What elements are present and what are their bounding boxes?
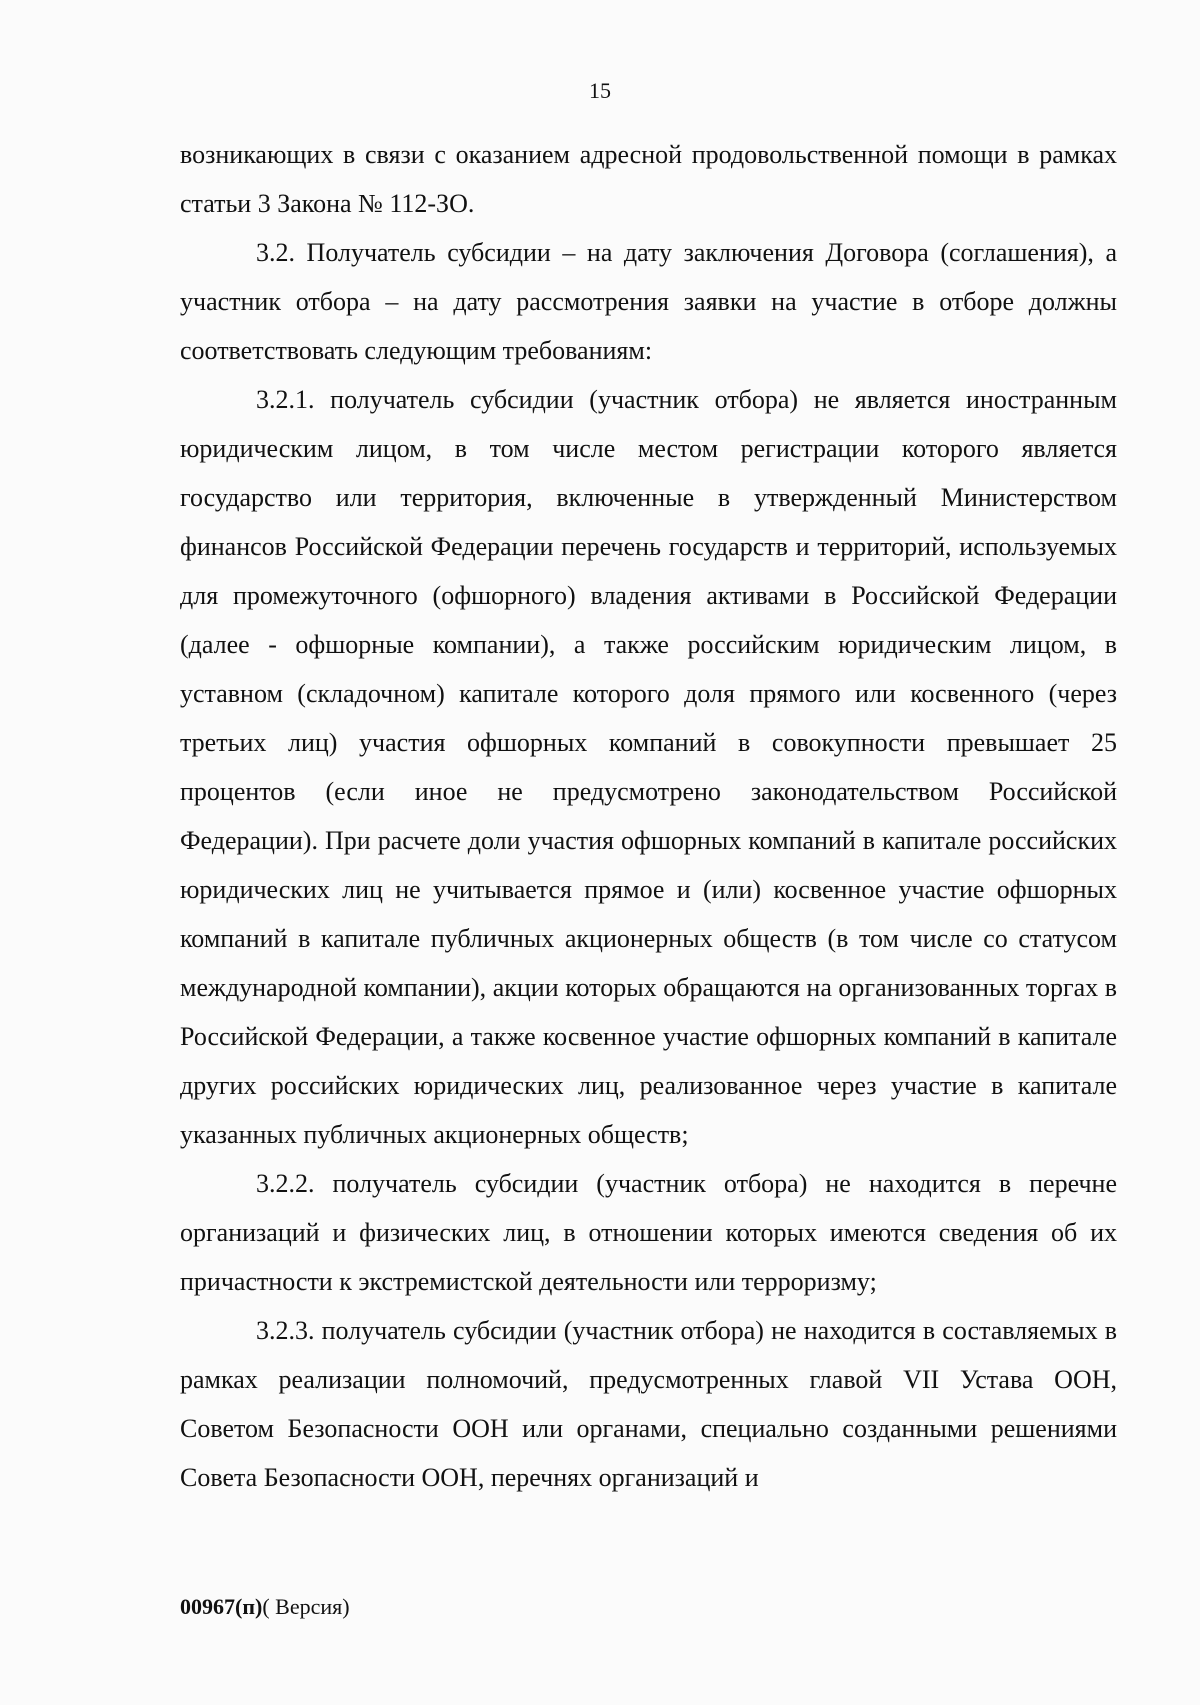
document-body (180, 130, 1117, 1502)
page-number: 15 (589, 78, 611, 103)
paragraph-3-2-3: 3.2.3. получатель субсидии (участник отбора) не находится в составляемых в рамках реализации полномочий, предусмотренных главой VII Устава ООН, Советом Безопасности ООН или органами, специально созданными решениями Совета Безопасности ООН, перечнях организаций и (180, 1316, 1117, 1492)
paragraph-3-2-2: 3.2.2. получатель субсидии (участник отбора) не находится в перечне организаций и физических лиц, в отношении которых имеются сведения об их причастности к экстремистской деятельности или терроризму; (180, 1169, 1117, 1296)
paragraph-3-2: 3.2. Получатель субсидии – на дату заключения Договора (соглашения), а участник отбора – на дату рассмотрения заявки на участие в отборе должны соответствовать следующим требованиям: (180, 238, 1117, 365)
document-footer (180, 1594, 350, 1620)
paragraph-3-2-1: 3.2.1. получатель субсидии (участник отбора) не является иностранным юридическим лицом, в том числе местом регистрации которого является государство или территория, включенные в утвержденный Министерством финансов Российской Федерации перечень государств и территорий, используемых для промежуточного (офшорного) владения активами в Российской Федерации (далее - офшорные компании), а также российским юридическим лицом, в уставном (складочном) капитале которого доля прямого или косвенного (через третьих лиц) участия офшорных компаний в совокупности превышает 25 процентов (если иное не предусмотрено законодательством Российской Федерации). При расчете доли участия офшорных компаний в капитале российских юридических лиц не учитывается прямое и (или) косвенное участие офшорных компаний в капитале публичных акционерных обществ (в том числе со статусом международной компании), акции которых обращаются на организованных торгах в Российской Федерации, а также косвенное участие офшорных компаний в капитале других российских юридических лиц, реализованное через участие в капитале указанных публичных акционерных обществ; (180, 385, 1117, 1149)
document-version: ( Версия) (262, 1594, 350, 1619)
document-code: 00967(п) (180, 1594, 263, 1619)
paragraph-continuation: возникающих в связи с оказанием адресной продовольственной помощи в рамках статьи 3 Закона № 112-ЗО. (180, 140, 1117, 218)
